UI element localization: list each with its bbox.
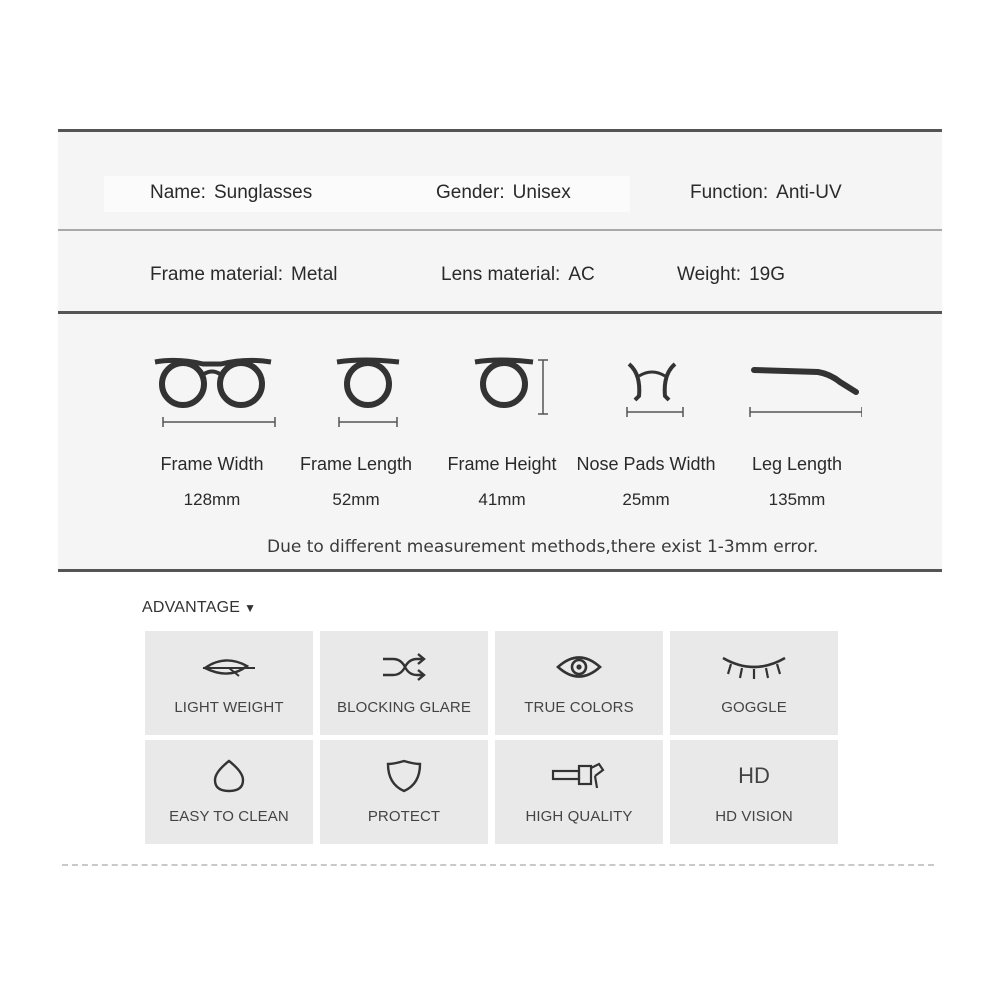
hd-icon: HD [738, 763, 770, 788]
spec-value: Anti-UV [776, 182, 842, 203]
advantage-high-quality [495, 740, 663, 844]
advantage-label: TRUE COLORS [524, 699, 634, 716]
top-divider [58, 129, 942, 132]
spec-value: Metal [291, 264, 338, 285]
measure-value: 135mm [768, 490, 826, 509]
measure-frame-height [427, 352, 577, 509]
advantage-light-weight [145, 631, 313, 735]
drop-icon [209, 758, 249, 794]
measure-value: 25mm [622, 490, 670, 509]
measure-label: Leg Length [751, 454, 843, 474]
triangle-down-icon: ▼ [244, 601, 257, 615]
advantage-blocking-glare [320, 631, 488, 735]
measure-value: 41mm [478, 490, 526, 509]
measure-value: 52mm [332, 490, 380, 509]
advantage-label: EASY TO CLEAN [169, 808, 289, 825]
advantage-goggle [670, 631, 838, 735]
spec-divider [58, 311, 942, 314]
leaf-icon [199, 652, 259, 682]
leg-length-icon [732, 352, 862, 432]
bottom-divider [58, 569, 942, 572]
measurement-note: Due to different measurement methods,there exist 1-3mm error. [267, 537, 819, 557]
spec-name [150, 182, 312, 204]
measure-leg-length [722, 352, 872, 509]
spec-function [690, 182, 842, 204]
advantage-label: HIGH QUALITY [525, 808, 633, 825]
spec-value: Unisex [512, 182, 571, 203]
spec-lens-material [441, 264, 595, 286]
measure-label: Frame Height [447, 454, 557, 474]
hammer-icon [549, 760, 609, 792]
measure-nose-pads-width [571, 352, 721, 509]
measure-label: Frame Length [299, 454, 413, 474]
dashed-divider [62, 864, 934, 866]
nose-pads-icon [581, 352, 711, 432]
advantage-protect [320, 740, 488, 844]
shield-icon [384, 758, 424, 794]
measure-value: 128mm [183, 490, 241, 509]
spec-value: Sunglasses [213, 182, 313, 203]
frame-width-icon [147, 352, 277, 432]
spec-gender [436, 182, 571, 204]
spec-weight [677, 264, 785, 286]
advantage-title-text: ADVANTAGE [142, 599, 241, 616]
advantage-label: LIGHT WEIGHT [174, 699, 284, 716]
row-divider [58, 229, 942, 231]
measure-label: Nose Pads Width [576, 454, 716, 474]
spec-value: 19G [749, 264, 785, 285]
advantage-label: GOGGLE [721, 699, 787, 716]
measure-frame-width [137, 352, 287, 509]
measure-label: Frame Width [160, 454, 264, 474]
spec-frame-material [150, 264, 338, 286]
spec-key: Weight: [677, 264, 742, 285]
spec-key: Frame material: [150, 264, 284, 285]
eye-icon [554, 652, 604, 682]
spec-key: Lens material: [441, 264, 561, 285]
advantage-label: HD VISION [715, 808, 793, 825]
advantage-true-colors [495, 631, 663, 735]
measure-frame-length [281, 352, 431, 509]
spec-key: Gender: [436, 182, 505, 203]
frame-length-icon [291, 352, 421, 432]
advantage-title [142, 599, 256, 617]
spec-key: Function: [690, 182, 769, 203]
advantage-label: PROTECT [367, 808, 441, 825]
spec-key: Name: [150, 182, 206, 203]
frame-height-icon [437, 352, 567, 432]
advantage-label: BLOCKING GLARE [337, 699, 471, 716]
advantage-hd-vision [670, 740, 838, 844]
shuffle-icon [379, 651, 429, 683]
spec-value: AC [568, 264, 595, 285]
advantage-easy-to-clean [145, 740, 313, 844]
eyelash-icon [719, 652, 789, 682]
